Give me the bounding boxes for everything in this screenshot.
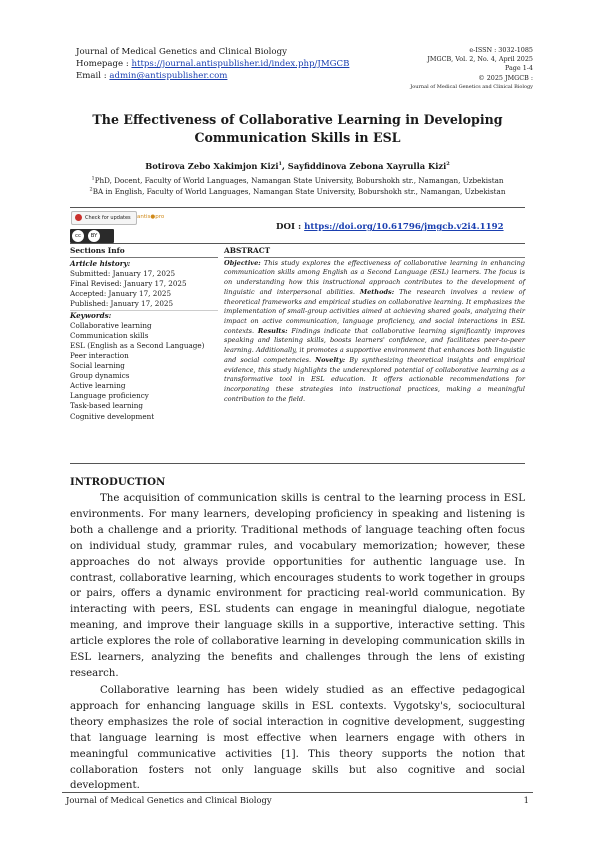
author-list: Botirova Zebo Xakimjon Kizi$^1$, Sayfiddinova Zebona Xayrulla Kizi$^2$ [145,161,450,171]
email-line: Email : admin@antispublisher.com [76,71,228,81]
check-for-updates-badge[interactable]: Check for updates [71,211,137,225]
abstract-heading: ABSTRACT [224,246,525,258]
author-2: Sayfiddinova Zebona Xayrulla Kizi [287,161,447,171]
journal-header [76,46,349,82]
homepage-line: Homepage : https://journal.antispublisher.id/index.php/JMGCB [76,59,350,69]
keyword-item: Task-based learning [70,401,144,411]
paper-title: The Effectiveness of Collaborative Learning in Developing Communication Skills in ESL [92,112,503,145]
by-icon: BY [88,230,100,242]
doi: DOI : https://doi.org/10.61796/jmgcb.v2i4.1192 [276,222,504,232]
copyright-journal: Journal of Medical Genetics and Clinical Biology [410,83,533,90]
divider-abstract-end [70,463,525,464]
homepage-link[interactable]: https://journal.antispublisher.id/index.php/JMGCB [131,59,350,69]
divider-top [70,207,525,208]
history-item: Submitted: January 17, 2025 [70,269,176,279]
abstract [224,246,525,405]
introduction-heading: INTRODUCTION [70,476,166,488]
keyword-item: Active learning [70,381,126,391]
volume-info: JMGCB, Vol. 2, No. 4, April 2025 [427,55,533,64]
copyright: © 2025 JMGCB : [478,73,533,82]
doi-link[interactable]: https://doi.org/10.61796/jmgcb.v2i4.1192 [304,222,504,232]
keyword-item: Peer interaction [70,350,129,360]
author-1: Botirova Zebo Xakimjon Kizi [145,161,279,171]
issn: e-ISSN : 3032-1085 [469,46,533,54]
keyword-item: Collaborative learning [70,320,152,330]
body-paragraph: The acquisition of communication skills is central to the learning process in ESL environments. For many learners, developing proficiency in speaking and listening is both a challenge and a priority. Traditional methods of language teaching often focus on individual study, grammar rules, and vocabulary memorization; however, these approaches do not always provide opportunities for authentic language use. In contrast, collaborative learning, which encourages students to work together in groups or pairs, offers a dynamic environment for practicing real-world communication. By interacting with peers, ESL students can engage in meaningful dialogue, negotiate meaning, and improve their language skills in a supportive, interactive setting. This article explores the role of collaborative learning in developing communication skills in ESL learners, analyzing the benefits and challenges through the lens of existing research. [70,493,525,679]
sections-info [70,246,218,422]
keyword-item: Communication skills [70,330,149,340]
keyword-item: Social learning [70,361,125,371]
abstract-text: Objective: This study explores the effectiveness of collaborative learning in enhancing communication skills among English as a Second Language (ESL) learners. The focus is on understanding how this instructional approach contributes to the development of linguistic and interpersonal abilities. Methods: The research involves a review of theoretical frameworks and empirical studies on collaborative learning. It emphasizes the implementation of small-group activities aimed at achieving shared goals, analyzing their impact on active communication, language proficiency, and social interactions in ESL contexts. Results: Findings indicate that collaborative learning significantly improves speaking and listening skills, boosts learners' confidence, and facilitates peer-to-peer learning. Additionally, it promotes a supportive environment that enhances both linguistic and social competencies. Novelty: By synthesizing theoretical insights and empirical evidence, this study highlights the underexplored potential of collaborative learning as a transformative tool in ESL education. It offers actionable recommendations for incorporating these strategies into instructional practices, making a meaningful contribution to the field. [224,258,526,403]
journal-name: Journal of Medical Genetics and Clinical Biology [76,47,287,57]
divider-info [70,243,525,244]
email-link[interactable]: admin@antispublisher.com [109,71,228,81]
history-item: Final Revised: January 17, 2025 [70,279,187,289]
publisher-logo: antis●pro [137,214,165,220]
keyword-item: Group dynamics [70,371,130,381]
update-icon [75,214,82,221]
keywords-label: Keywords: [70,310,112,320]
affiliation-2: $^2$BA in English, Faculty of World Languages, Namangan State University, Boburshokh str., Namangan, Uzbekistan [89,186,506,196]
footer-divider [62,792,533,793]
article-history-label: Article history: [70,259,131,269]
cc-by-license-badge[interactable] [70,229,114,243]
page-number: 1 [523,795,529,805]
affiliations [70,175,525,197]
history-item: Published: January 17, 2025 [70,299,218,310]
keyword-item: Language proficiency [70,391,149,401]
affiliation-1: $^1$PhD, Docent, Faculty of World Languages, Namangan State University, Boburshokh str., Namangan, Uzbekistan [91,175,504,185]
footer-journal: Journal of Medical Genetics and Clinical Biology [66,795,272,805]
history-item: Accepted: January 17, 2025 [70,289,172,299]
page-range: Page 1-4 [504,64,533,73]
cc-icon: cc [72,230,84,242]
sections-info-heading: Sections Info [70,246,218,258]
keyword-item: Cognitive development [70,411,155,421]
body-paragraph: Collaborative learning has been widely studied as an effective pedagogical approach for enhancing language skills in ESL contexts. Vygotsky's, sociocultural theory emphasizes the role of social interaction in cognitive development, suggesting that language learning is most effective when learners engage with others in meaningful communicative activities [1]. This theory supports the notion that collaboration fosters not only language skills but also cognitive and social development. [70,685,525,792]
issue-info [410,46,533,92]
keyword-item: ESL (English as a Second Language) [70,340,205,350]
